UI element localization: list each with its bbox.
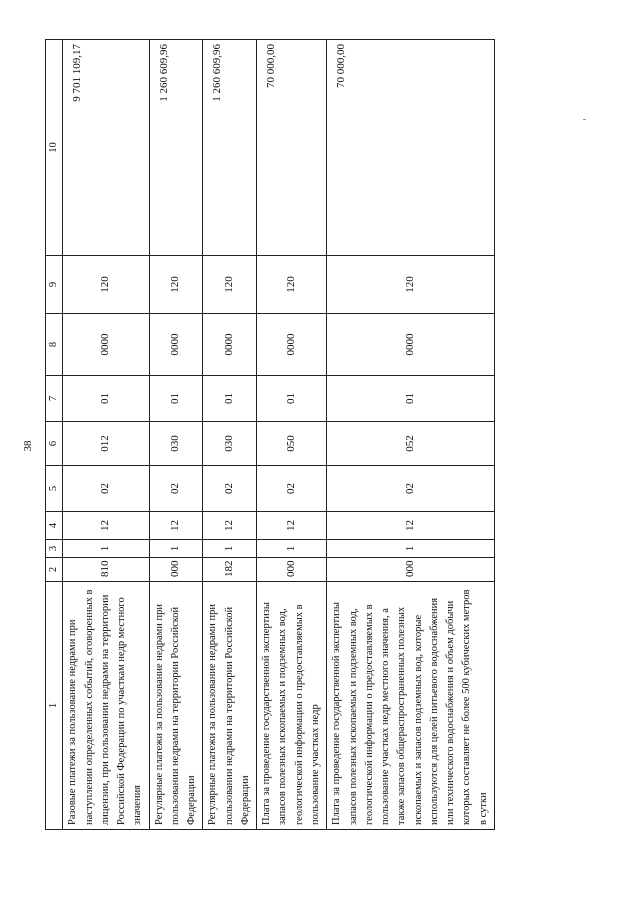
group-code: 1: [257, 540, 327, 558]
article-code: 02: [149, 466, 203, 512]
subarticle-code: 030: [149, 422, 203, 466]
amount-value: 9 701 109,17: [63, 40, 149, 256]
article-code: 02: [203, 466, 257, 512]
economic-code: 120: [203, 256, 257, 314]
article-code: 02: [327, 466, 495, 512]
group-code: 1: [203, 540, 257, 558]
page-number: 38: [22, 440, 34, 452]
subgroup-code: 12: [257, 512, 327, 540]
row-description: Разовые платежи за пользование недрами при наступлении определенных событий, оговоренных в лицензии, при пользовании недрами на территории Российской Федерации по участкам недр местного значения: [63, 582, 149, 830]
column-header-7: 7: [46, 376, 63, 422]
row-description: Плата за проведение государственной экспертизы запасов полезных ископаемых и подземных вод, геологической информации о предоставляемых в пользование участках недр: [257, 582, 327, 830]
element-code: 01: [257, 376, 327, 422]
column-header-3: 3: [46, 540, 63, 558]
table-row: [327, 40, 495, 830]
column-header-10: 10: [46, 40, 63, 256]
subgroup-code: 12: [149, 512, 203, 540]
element-code: 01: [203, 376, 257, 422]
subarticle-code: 052: [327, 422, 495, 466]
subgroup-code: 12: [327, 512, 495, 540]
budget-income-table: [45, 39, 495, 830]
table-row: [149, 40, 203, 830]
article-code: 02: [257, 466, 327, 512]
table-row: [63, 40, 149, 830]
group-code: 1: [327, 540, 495, 558]
amount-value: 1 260 609,96: [203, 40, 257, 256]
admin-code: 000: [327, 558, 495, 582]
subarticle-code: 030: [203, 422, 257, 466]
column-header-6: 6: [46, 422, 63, 466]
row-description: Регулярные платежи за пользование недрами при пользовании недрами на территории Российской Федерации: [149, 582, 203, 830]
amount-value: 70 000,00: [327, 40, 495, 256]
column-header-5: 5: [46, 466, 63, 512]
element-code: 01: [63, 376, 149, 422]
group-code: 1: [149, 540, 203, 558]
column-header-9: 9: [46, 256, 63, 314]
admin-code: 000: [257, 558, 327, 582]
column-header-8: 8: [46, 314, 63, 376]
admin-code: 810: [63, 558, 149, 582]
economic-code: 120: [257, 256, 327, 314]
budget-codes-sheet: [45, 40, 489, 830]
program-code: 0000: [327, 314, 495, 376]
program-code: 0000: [203, 314, 257, 376]
program-code: 0000: [63, 314, 149, 376]
column-header-2: 2: [46, 558, 63, 582]
column-header-4: 4: [46, 512, 63, 540]
subgroup-code: 12: [63, 512, 149, 540]
admin-code: 000: [149, 558, 203, 582]
amount-value: 70 000,00: [257, 40, 327, 256]
amount-value: 1 260 609,96: [149, 40, 203, 256]
group-code: 1: [63, 540, 149, 558]
column-header-1: 1: [46, 582, 63, 830]
row-description: Плата за проведение государственной экспертизы запасов полезных ископаемых и подземных вод, геологической информации о предоставляемых в пользование участках недр местного значения, а также запасов общераспространенных полезных ископаемых и запасов подземных вод, которые используются для целей питьевого водоснабжения или технического водоснабжения и объем добычи которых составляет не более 500 кубических метров в сутки: [327, 582, 495, 830]
economic-code: 120: [149, 256, 203, 314]
element-code: 01: [149, 376, 203, 422]
table-row: [257, 40, 327, 830]
row-description: Регулярные платежи за пользование недрами при пользовании недрами на территории Российской Федерации: [203, 582, 257, 830]
economic-code: 120: [63, 256, 149, 314]
column-number-row: [46, 40, 63, 830]
program-code: 0000: [149, 314, 203, 376]
table-row: [203, 40, 257, 830]
economic-code: 120: [327, 256, 495, 314]
program-code: 0000: [257, 314, 327, 376]
element-code: 01: [327, 376, 495, 422]
subarticle-code: 012: [63, 422, 149, 466]
admin-code: 182: [203, 558, 257, 582]
subgroup-code: 12: [203, 512, 257, 540]
scan-speck: [583, 119, 586, 120]
article-code: 02: [63, 466, 149, 512]
subarticle-code: 050: [257, 422, 327, 466]
